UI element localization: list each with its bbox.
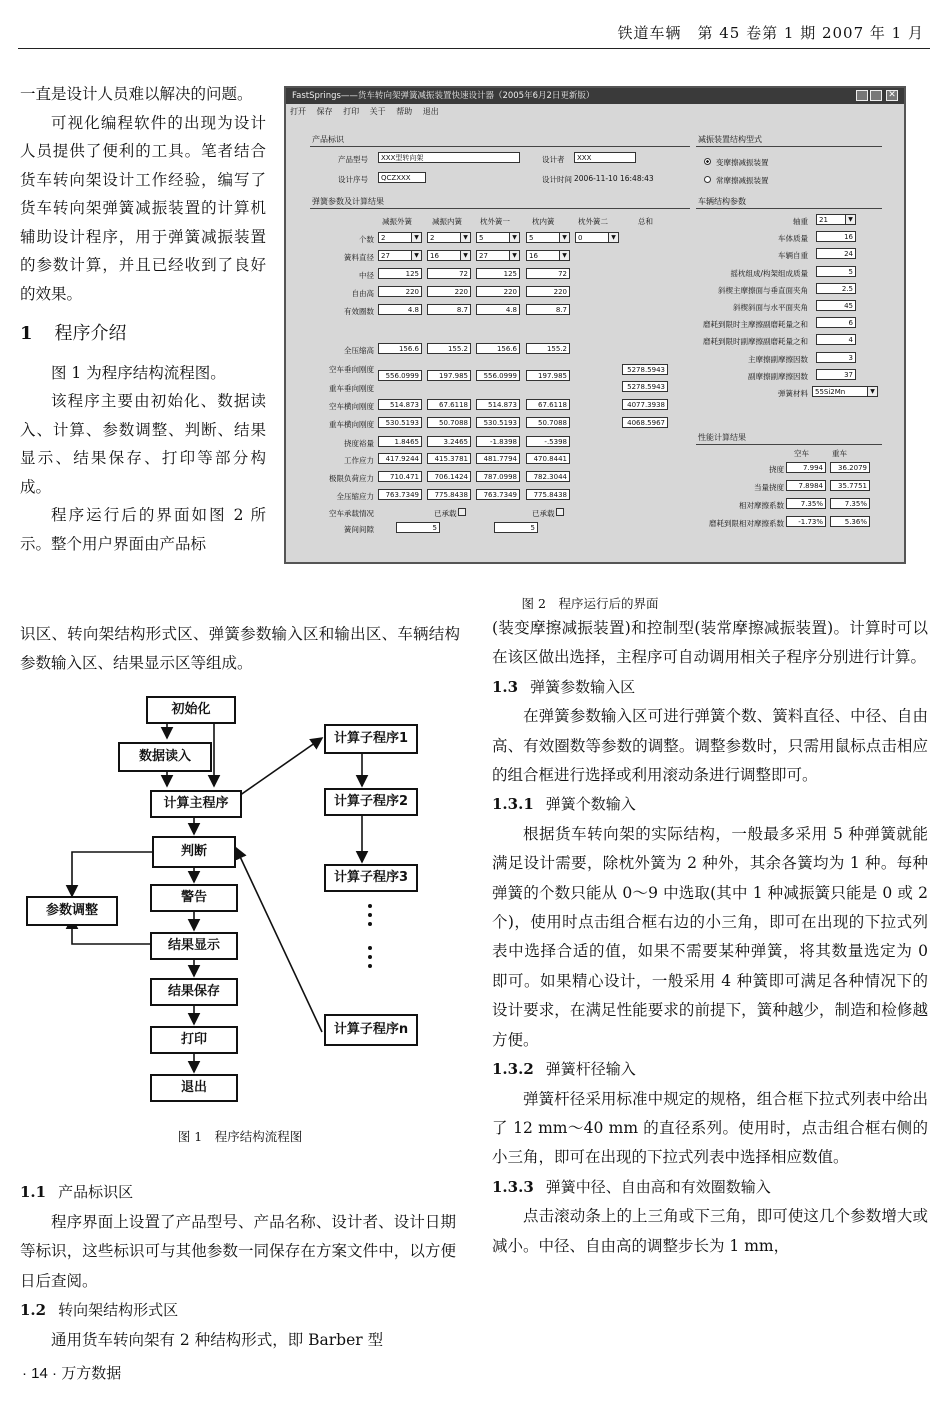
flow-box-sub2: 计算子程序2: [324, 788, 418, 816]
vehicle-param-input[interactable]: 24: [816, 248, 856, 259]
mean-diameter-spinner[interactable]: 125: [476, 268, 520, 279]
vehicle-param-label: 磨耗到限时副摩擦副磨耗量之和: [703, 337, 808, 347]
output-cell: 763.7349: [378, 489, 422, 500]
coils-spinner[interactable]: 8.7: [526, 304, 570, 315]
radio-label: 常摩擦减振装置: [716, 176, 769, 185]
divider: [696, 146, 882, 147]
row-label: 重车横向刚度: [329, 420, 374, 429]
chevron-down-icon: ▼: [608, 233, 618, 242]
output-cell: -1.8398: [476, 436, 520, 447]
col-header: 空车: [794, 449, 809, 458]
menu-save[interactable]: 保存: [316, 107, 333, 116]
wire-select[interactable]: 27 ▼: [378, 250, 422, 261]
paragraph: 通用货车转向架有 2 种结构形式，即 Barber 型: [51, 1330, 384, 1349]
minimize-icon[interactable]: [856, 90, 868, 101]
designer-input[interactable]: XXX: [574, 152, 636, 163]
flow-box-display: 结果显示: [150, 932, 238, 960]
model-label: 产品型号: [338, 155, 368, 164]
vehicle-param-label: 车辆自重: [778, 251, 808, 261]
vehicle-param-input[interactable]: 6: [816, 317, 856, 328]
chevron-down-icon: ▼: [460, 251, 470, 260]
divider: [696, 444, 882, 445]
window-title: FastSprings——货车转向架弹簧减振装置快速设计器（2005年6月2日更新版）: [286, 88, 904, 104]
coils-spinner[interactable]: 4.8: [476, 304, 520, 315]
serial-label: 设计序号: [338, 175, 368, 184]
output-total: 4068.5967: [622, 417, 668, 428]
paragraph: 图 1 为程序结构流程图。: [51, 363, 226, 382]
close-icon[interactable]: ✕: [886, 90, 898, 101]
figure-caption: 图 1 程序结构流程图: [177, 1129, 303, 1144]
free-height-spinner[interactable]: 220: [526, 286, 570, 297]
vehicle-param-label: 轴重: [793, 217, 808, 226]
output-cell: 50.7088: [526, 417, 570, 428]
right-column: [492, 614, 928, 1261]
paragraph: 识区、转向架结构形式区、弹簧参数输入区和输出区、车辆结构参数输入区、结果显示区等组成。: [20, 625, 460, 672]
flow-box-subn: 计算子程序n: [324, 1014, 418, 1046]
paragraph: 根据货车转向架的实际结构，一般最多采用 5 种弹簧就能满足设计需要，除枕外簧为 2 种外，其余各簧均为 1 种。每种弹簧的个数只能从 0～9 中选取(其中 1 种减振簧只能是 0 或 2 个)，使用时点击组合框右边的小三角，即可在出现的下拉式列表中选择合适的值，如果不需要某种弹簧，将其数量选定为 0 即可。如果精心设计，一般采用 4 种簧即可满足各种情况下的设计要求，在满足性能要求的前提下，簧种越少，制造和检修越方便。: [492, 824, 928, 1049]
section-heading: 1.2 转向架结构形式区: [20, 1301, 179, 1319]
flow-box-warn: 警告: [150, 884, 238, 912]
row-label: 工作应力: [344, 456, 374, 465]
output-cell: 155.2: [427, 343, 471, 354]
output-cell: 5: [494, 522, 538, 533]
row-label: 簧间间隙: [344, 525, 374, 534]
row-label: 极限负荷应力: [329, 474, 374, 483]
output-cell: 50.7088: [427, 417, 471, 428]
output-cell: 156.6: [476, 343, 520, 354]
coils-spinner[interactable]: 8.7: [427, 304, 471, 315]
coils-spinner[interactable]: 4.8: [378, 304, 422, 315]
col-header: 总和: [638, 217, 653, 226]
flow-box-exit: 退出: [150, 1074, 238, 1102]
vehicle-param-label: 弹簧材料: [778, 389, 808, 398]
flow-box-read: 数据读入: [118, 742, 212, 772]
free-height-spinner[interactable]: 220: [427, 286, 471, 297]
group-label-performance: 性能计算结果: [698, 433, 746, 442]
paragraph: 该程序主要由初始化、数据读入、计算、参数调整、判断、结果显示、结果保存、打印等部分构成。: [20, 392, 266, 496]
vehicle-param-label: 斜楔主摩擦面与垂直面夹角: [718, 285, 808, 295]
mean-diameter-spinner[interactable]: 125: [378, 268, 422, 279]
row-label: 个数: [359, 235, 374, 244]
row-label: 有效圈数: [344, 307, 374, 316]
chevron-down-icon: ▼: [509, 251, 519, 260]
output-cell: 470.8441: [526, 453, 570, 464]
output-cell: 481.7794: [476, 453, 520, 464]
paragraph: 在弹簧参数输入区可进行弹簧个数、簧料直径、中径、自由高、有效圈数等参数的调整。调整参数时，只需用鼠标点击相应的组合框进行选择或利用滚动条进行调整即可。: [492, 707, 928, 785]
perf-label: 磨耗到限相对摩擦系数: [709, 519, 784, 528]
flow-box-init: 初始化: [146, 696, 236, 724]
chevron-down-icon: ▼: [460, 233, 470, 242]
radio-label: 变摩擦减振装置: [716, 158, 769, 167]
vehicle-param-input[interactable]: 2.5: [816, 283, 856, 294]
menu-bar: [286, 105, 904, 119]
row-label: 簧料直径: [344, 253, 374, 262]
count-select[interactable]: 5 ▼: [526, 232, 570, 243]
perf-label: 当量挠度: [754, 483, 784, 492]
chevron-down-icon: ▼: [845, 215, 855, 224]
output-cell: 155.2: [526, 343, 570, 354]
vehicle-param-label: 斜楔斜面与水平面夹角: [733, 303, 808, 312]
output-cell: 197.985: [526, 370, 570, 381]
radio-constant-friction[interactable]: [704, 176, 711, 183]
paragraph: 可视化编程软件的出现为设计人员提供了便利的工具。笔者结合货车转向架设计工作经验，编写了货车转向架弹簧减振装置的计算机辅助设计程序，用于弹簧减振装置的参数计算，并且已经收到了良好的效果。: [20, 113, 266, 303]
perf-empty-value: -1.73%: [786, 516, 826, 527]
col-header: 重车: [832, 449, 847, 458]
menu-exit[interactable]: 退出: [422, 107, 439, 116]
output-cell: 787.0998: [476, 471, 520, 482]
vehicle-param-label: 主摩擦副摩擦因数: [748, 354, 808, 364]
source-watermark: 万方数据: [61, 1365, 122, 1382]
software-window: [284, 86, 906, 564]
paragraph: 点击滚动条上的上三角或下三角，即可使这几个参数增大或减小。中径、自由高的调整步长为 1 mm，: [492, 1207, 928, 1255]
perf-loaded-value: 36.2079: [830, 462, 870, 473]
section-heading: 1.3.2 弹簧杆径输入: [492, 1060, 636, 1079]
vehicle-param-input[interactable]: 3: [816, 352, 856, 363]
flow-box-sub1: 计算子程序1: [324, 724, 418, 754]
col-header: 枕外簧一: [480, 217, 510, 226]
divider: [310, 146, 690, 147]
col-header: 枕外簧二: [578, 217, 608, 226]
count-select[interactable]: 2 ▼: [378, 232, 422, 243]
page-footer: [22, 1362, 121, 1383]
flow-box-adjust: 参数调整: [26, 896, 118, 926]
loaded-checkbox: [458, 508, 466, 516]
output-cell: 3.2465: [427, 436, 471, 447]
output-cell: 556.0999: [378, 370, 422, 381]
group-label-product: 产品标识: [312, 135, 344, 144]
vehicle-param-label: 磨耗到限时主摩擦副磨耗量之和: [703, 320, 808, 330]
output-cell: 763.7349: [476, 489, 520, 500]
flow-box-judge: 判断: [152, 836, 236, 868]
vehicle-param-input[interactable]: 21 ▼: [816, 214, 856, 225]
output-cell: 706.1424: [427, 471, 471, 482]
output-total: 5278.5943: [622, 364, 668, 375]
wire-select[interactable]: 16 ▼: [427, 250, 471, 261]
output-total: 4077.3938: [622, 399, 668, 410]
count-select[interactable]: 0 ▼: [575, 232, 619, 243]
journal-header: 铁道车辆 第 45 卷第 1 期 2007 年 1 月: [617, 24, 924, 42]
left-column-bottom: [20, 1178, 456, 1355]
divider: [310, 208, 690, 209]
time-label: 设计时间: [542, 175, 572, 184]
loaded-checkbox: [556, 508, 564, 516]
row-label: 自由高: [351, 289, 374, 298]
paragraph: 程序运行后的界面如图 2 所示。整个用户界面由产品标: [20, 506, 266, 553]
vehicle-param-label: 车体质量: [778, 234, 808, 244]
wire-select[interactable]: 27 ▼: [476, 250, 520, 261]
row-label: 重车垂向刚度: [329, 384, 374, 393]
vehicle-param-input[interactable]: 16: [816, 231, 856, 242]
perf-label: 挠度: [769, 465, 784, 474]
menu-print[interactable]: 打印: [343, 107, 360, 116]
output-cell: 775.8438: [427, 489, 471, 500]
model-input[interactable]: XXX型转向架: [378, 152, 520, 163]
output-cell: 556.0999: [476, 370, 520, 381]
output-cell: 530.5193: [378, 417, 422, 428]
section-heading: 1 程序介绍: [20, 323, 127, 344]
group-label-vehicle: 车辆结构参数: [698, 197, 746, 206]
serial-input[interactable]: QCZXXX: [378, 172, 426, 183]
chevron-down-icon: ▼: [411, 251, 421, 260]
free-height-spinner[interactable]: 220: [378, 286, 422, 297]
flowchart: [0, 680, 470, 1120]
vehicle-param-label: 副摩擦副摩擦因数: [748, 371, 808, 381]
perf-empty-value: 7.8984: [786, 480, 826, 491]
header-rule: [18, 48, 930, 49]
mean-diameter-spinner[interactable]: 72: [526, 268, 570, 279]
vehicle-param-input[interactable]: 5: [816, 266, 856, 277]
col-header: 枕内簧: [532, 217, 555, 226]
row-label: 全压缩高: [344, 346, 374, 355]
output-cell: 197.985: [427, 370, 471, 381]
menu-open[interactable]: 打开: [290, 107, 306, 116]
row-label: 挠度裕量: [344, 439, 374, 448]
paragraph: (装变摩擦减振装置)和控制型(装常摩擦减振装置)。计算时可以在该区做出选择，主程序可自动调用相关子程序分别进行计算。: [492, 619, 928, 667]
time-value: 2006-11-10 16:48:43: [574, 174, 654, 183]
free-height-spinner[interactable]: 220: [476, 286, 520, 297]
vehicle-param-label: 摇枕组成/构架组成质量: [730, 268, 808, 278]
perf-label: 相对摩擦系数: [739, 501, 784, 510]
output-cell: 415.3781: [427, 453, 471, 464]
wire-select[interactable]: 16 ▼: [526, 250, 570, 261]
col-header: 减振内簧: [432, 217, 462, 226]
vehicle-param-input[interactable]: 37: [816, 369, 856, 380]
output-cell: 514.873: [476, 399, 520, 410]
chevron-down-icon: ▼: [559, 233, 569, 242]
paragraph: 程序界面上设置了产品型号、产品名称、设计者、设计日期等标识，这些标识可与其他参数一同保存在方案文件中，以方便日后查阅。: [20, 1212, 456, 1290]
row-label: 全压缩应力: [336, 492, 374, 501]
count-select[interactable]: 5 ▼: [476, 232, 520, 243]
status-text: 已承载: [532, 509, 555, 518]
output-cell: 530.5193: [476, 417, 520, 428]
section-heading: 1.3.1 弹簧个数输入: [492, 795, 636, 814]
row-label: 中径: [359, 271, 374, 280]
chevron-down-icon: ▼: [559, 251, 569, 260]
row-label: 空车垂向刚度: [329, 365, 374, 374]
flow-box-save: 结果保存: [150, 978, 238, 1006]
figure-caption: 图 2 程序运行后的界面: [521, 596, 659, 611]
output-cell: 67.6118: [427, 399, 471, 410]
output-cell: 5: [396, 522, 440, 533]
output-cell: 775.8438: [526, 489, 570, 500]
perf-empty-value: 7.35%: [786, 498, 826, 509]
divider: [696, 208, 882, 209]
output-cell: 67.6118: [526, 399, 570, 410]
flow-box-sub3: 计算子程序3: [324, 864, 418, 892]
output-cell: 514.873: [378, 399, 422, 410]
section-heading: 1.3.3 弹簧中径、自由高和有效圈数输入: [492, 1177, 771, 1196]
output-cell: 782.3044: [526, 471, 570, 482]
chevron-down-icon: ▼: [509, 233, 519, 242]
output-cell: 1.8465: [378, 436, 422, 447]
ellipsis-dots: [368, 904, 372, 968]
count-select[interactable]: 2 ▼: [427, 232, 471, 243]
vehicle-param-input[interactable]: 55Si2Mn ▼: [812, 386, 878, 397]
group-label-spring: 弹簧参数及计算结果: [312, 197, 384, 206]
maximize-icon[interactable]: [870, 90, 882, 101]
menu-help[interactable]: 帮助: [396, 107, 413, 116]
chevron-down-icon: ▼: [411, 233, 421, 242]
perf-empty-value: 7.994: [786, 462, 826, 473]
row-label: 空车承载情况: [329, 509, 374, 518]
section-heading: 1.3 弹簧参数输入区: [492, 677, 636, 696]
paragraph: 一直是设计人员难以解决的问题。: [20, 85, 253, 103]
output-cell: -.5398: [526, 436, 570, 447]
chevron-down-icon: ▼: [867, 387, 877, 396]
group-label-damper: 减振装置结构型式: [698, 135, 762, 144]
menu-about[interactable]: 关于: [369, 107, 386, 116]
left-column-top: [20, 80, 266, 558]
status-text: 已承载: [434, 509, 457, 518]
vehicle-param-input[interactable]: 4: [816, 334, 856, 345]
output-cell: 710.471: [378, 471, 422, 482]
perf-loaded-value: 5.36%: [830, 516, 870, 527]
col-header: 减振外簧: [382, 217, 412, 226]
row-label: 空车横向刚度: [329, 402, 374, 411]
designer-label: 设计者: [542, 155, 565, 164]
page-number: · 14 ·: [22, 1365, 58, 1382]
flow-box-main: 计算主程序: [150, 790, 242, 818]
perf-loaded-value: 35.7751: [830, 480, 870, 491]
perf-loaded-value: 7.35%: [830, 498, 870, 509]
section-heading: 1.1 产品标识区: [20, 1183, 134, 1201]
flow-box-print: 打印: [150, 1026, 238, 1054]
output-total: 5278.5943: [622, 381, 668, 392]
mean-diameter-spinner[interactable]: 72: [427, 268, 471, 279]
vehicle-param-input[interactable]: 45: [816, 300, 856, 311]
paragraph: 弹簧杆径采用标准中规定的规格，组合框下拉式列表中给出了 12 mm～40 mm 的直径系列。使用时，点击组合框右侧的小三角，即可在出现的下拉式列表中选择相应数值。: [492, 1089, 928, 1167]
output-cell: 156.6: [378, 343, 422, 354]
radio-variable-friction[interactable]: [704, 158, 711, 165]
output-cell: 417.9244: [378, 453, 422, 464]
